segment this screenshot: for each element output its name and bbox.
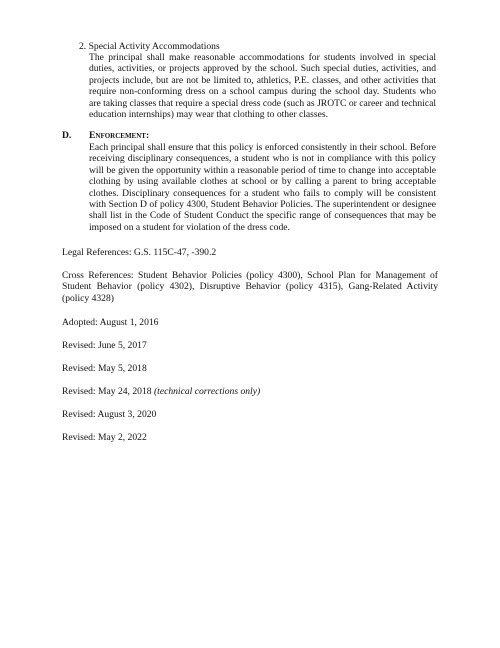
- special-activity-body: The principal shall make reasonable accommodations for students involved in special duties, activities, or projects approved by the school. Such special duties, activities, and projects include, but are not be limited to, athletics, P.E. classes, and other activities that require non-conforming dress on a school campus during the school day. Students who are taking classes that require a special dress code (such as JROTC or career and technical education internships) may wear that clothing to other classes.: [89, 52, 436, 121]
- special-activity-heading: 2. Special Activity Accommodations: [79, 41, 220, 52]
- revised-date-2: Revised: May 5, 2018: [62, 363, 147, 374]
- enforcement-body: Each principal shall ensure that this policy is enforced consistently in their school. Before receiving disciplinary consequences, a student who is not in compliance with this policy will be given the opportunity within a reasonable period of time to change into acceptable clothing by using available clothes at school or by calling a parent to bring acceptable clothes. Disciplinary consequences for a student who fails to comply will be consistent with Section D of policy 4300, Student Behavior Policies. The superintendent or designee shall list in the Code of Student Conduct the specific range of consequences that may be imposed on a student for violation of the dress code.: [89, 142, 436, 233]
- revised-date-5: Revised: May 2, 2022: [62, 432, 147, 443]
- adopted-date: Adopted: August 1, 2016: [62, 317, 159, 328]
- cross-references: Cross References: Student Behavior Policies (policy 4300), School Plan for Management of Student Behavior (policy 4302), Disruptive Behavior (policy 4315), Gang-Related Activity (policy 4328): [62, 270, 438, 304]
- revised-date-3: Revised: May 24, 2018: [62, 386, 152, 397]
- revised-date-1: Revised: June 5, 2017: [62, 340, 147, 351]
- enforcement-section-letter: D.: [62, 130, 72, 141]
- revised-date-4: Revised: August 3, 2020: [62, 409, 157, 420]
- revised-date-3-line: [62, 386, 260, 397]
- revised-date-3-note: (technical corrections only): [153, 386, 261, 397]
- legal-references: Legal References: G.S. 115C-47, -390.2: [62, 247, 217, 258]
- enforcement-section-title: Enforcement:: [89, 130, 150, 141]
